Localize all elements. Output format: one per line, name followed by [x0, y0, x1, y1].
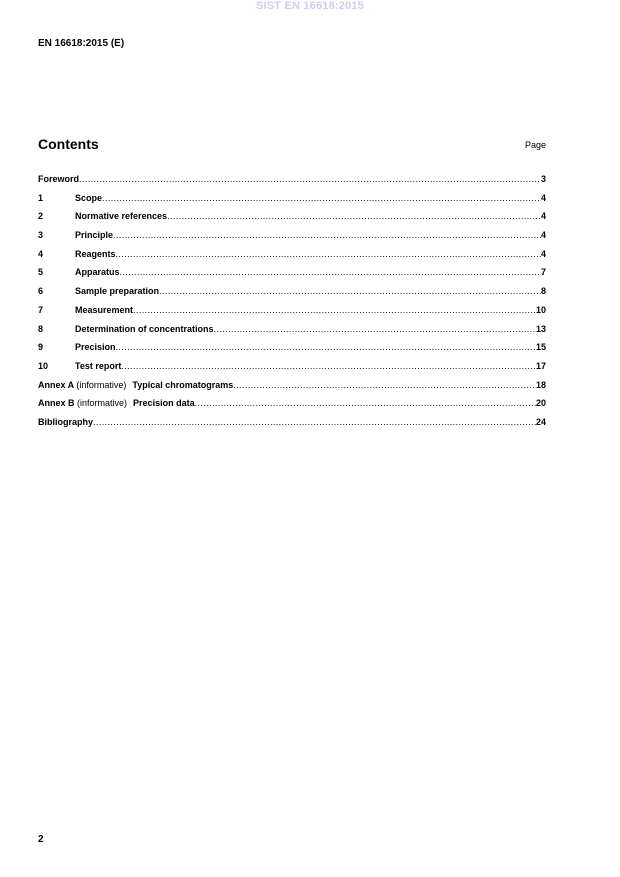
- toc-leader-dots: [120, 267, 541, 277]
- toc-entry-number: 10: [38, 360, 49, 371]
- annex-status: (informative): [77, 398, 128, 409]
- toc-annex-heading: [38, 380, 233, 390]
- toc-entry-reagents[interactable]: [38, 249, 546, 268]
- toc-entry-apparatus[interactable]: [38, 267, 546, 286]
- annex-title: Typical chromatograms: [132, 379, 234, 390]
- annex-label: Annex A: [38, 379, 74, 390]
- toc-entry-title: Bibliography: [38, 416, 94, 427]
- toc-entry-precision[interactable]: [38, 342, 546, 361]
- toc-entry-page: 4: [540, 211, 546, 222]
- toc-entry-number: 6: [38, 286, 44, 297]
- toc-entry-page: 15: [535, 342, 546, 353]
- toc-leader-dots: [116, 249, 541, 259]
- table-of-contents: [38, 174, 546, 436]
- toc-entry-title: Precision: [75, 342, 116, 353]
- toc-entry-title: Scope: [75, 192, 103, 203]
- toc-entry-page: 3: [540, 174, 546, 184]
- toc-leader-dots: [195, 398, 536, 408]
- toc-entry-scope[interactable]: [38, 193, 546, 212]
- toc-entry-number: 2: [38, 211, 44, 222]
- toc-leader-dots: [167, 211, 541, 221]
- toc-entry-title: Sample preparation: [75, 286, 160, 297]
- toc-entry-sample-preparation[interactable]: [38, 286, 546, 305]
- toc-entry-title: Normative references: [75, 211, 168, 222]
- toc-entry-title: Reagents: [75, 248, 116, 259]
- toc-leader-dots: [159, 286, 541, 296]
- toc-entry-number: 5: [38, 267, 44, 278]
- document-id: EN 16618:2015 (E): [38, 38, 125, 49]
- toc-entry-number: 1: [38, 192, 44, 203]
- toc-entry-page: 4: [540, 192, 546, 203]
- toc-entry-normative-references[interactable]: [38, 211, 546, 230]
- toc-entry-annex-a[interactable]: [38, 380, 546, 399]
- toc-entry-page: 10: [535, 304, 546, 315]
- toc-leader-dots: [113, 230, 541, 240]
- toc-entry-title: Determination of concentrations: [75, 323, 214, 334]
- toc-entry-measurement[interactable]: [38, 305, 546, 324]
- watermark: SIST EN 16618:2015: [255, 0, 365, 12]
- toc-entry-number: 7: [38, 304, 44, 315]
- page-column-label: Page: [524, 140, 546, 150]
- toc-entry-title: Principle: [75, 230, 114, 241]
- toc-entry-determination-of-concentrations[interactable]: [38, 324, 546, 343]
- annex-status: (informative): [76, 379, 127, 390]
- toc-entry-bibliography[interactable]: [38, 417, 546, 436]
- toc-annex-heading: [38, 398, 195, 408]
- toc-entry-title: Measurement: [75, 304, 134, 315]
- toc-leader-dots: [121, 361, 536, 371]
- toc-entry-number: 8: [38, 323, 44, 334]
- toc-entry-annex-b[interactable]: [38, 398, 546, 417]
- annex-label: Annex B: [38, 398, 75, 409]
- toc-leader-dots: [102, 193, 541, 203]
- page-number: 2: [38, 834, 44, 845]
- toc-entry-page: 8: [540, 286, 546, 297]
- toc-entry-test-report[interactable]: [38, 361, 546, 380]
- toc-entry-page: 18: [535, 379, 546, 390]
- toc-entry-foreword[interactable]: [38, 174, 546, 193]
- toc-entry-page: 17: [535, 360, 546, 371]
- toc-entry-title: Test report: [75, 360, 122, 371]
- toc-entry-page: 20: [535, 398, 546, 409]
- toc-entry-page: 4: [540, 230, 546, 241]
- toc-entry-page: 4: [540, 248, 546, 259]
- toc-entry-page: 24: [535, 416, 546, 427]
- toc-leader-dots: [116, 342, 536, 352]
- toc-entry-number: 3: [38, 230, 44, 241]
- toc-entry-title: Foreword: [38, 174, 80, 184]
- toc-entry-principle[interactable]: [38, 230, 546, 249]
- toc-entry-page: 13: [535, 323, 546, 334]
- toc-leader-dots: [93, 417, 536, 427]
- toc-entry-title: Apparatus: [75, 267, 120, 278]
- toc-leader-dots: [133, 305, 536, 315]
- toc-leader-dots: [233, 380, 536, 390]
- toc-leader-dots: [79, 174, 541, 184]
- toc-entry-number: 4: [38, 248, 44, 259]
- toc-entry-number: 9: [38, 342, 44, 353]
- annex-title: Precision data: [133, 398, 195, 409]
- contents-heading: Contents: [38, 136, 99, 152]
- toc-entry-page: 7: [540, 267, 546, 278]
- toc-leader-dots: [214, 324, 536, 334]
